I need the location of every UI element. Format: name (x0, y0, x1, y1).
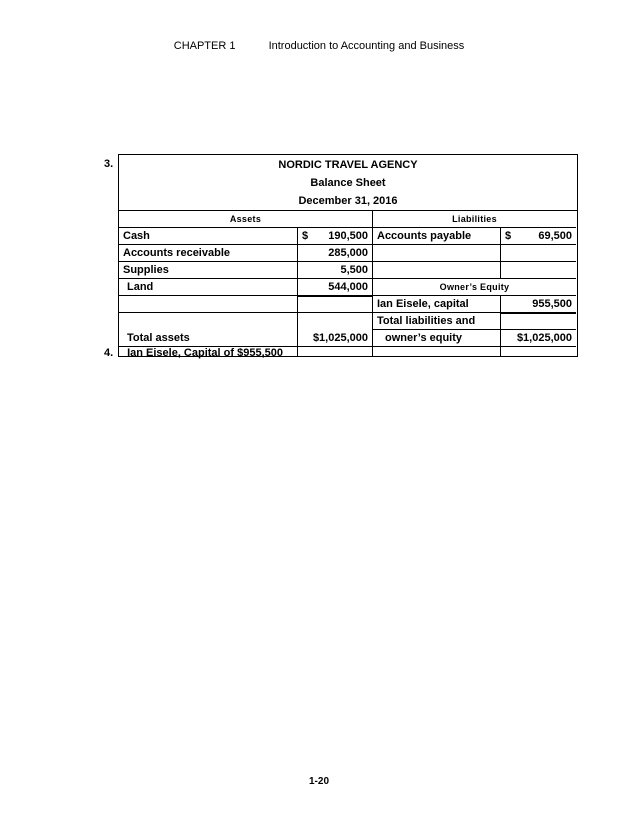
empty-cell (501, 245, 576, 262)
question-4-answer: Ian Eisele, Capital of $955,500 (127, 347, 283, 359)
empty-cell (298, 347, 373, 356)
cash-dollar-sign: $ (302, 230, 309, 242)
total-le-value: $1,025,000 (501, 330, 576, 347)
total-assets-value: $1,025,000 (298, 330, 373, 347)
page-number: 1-20 (308, 776, 329, 787)
total-assets-label: Total assets (119, 330, 298, 347)
owners-equity-heading: Owner’s Equity (373, 279, 576, 296)
question-4-number: 4. (104, 347, 114, 359)
land-label: Land (119, 279, 298, 296)
question-3-number: 3. (104, 158, 114, 170)
company-name: NORDIC TRAVEL AGENCY (278, 159, 418, 171)
statement-date: December 31, 2016 (298, 195, 398, 207)
empty-cell (501, 313, 576, 330)
land-value: 544,000 (298, 279, 373, 296)
cash-value: 190,500 (328, 230, 368, 242)
cash-label: Cash (119, 228, 298, 245)
empty-cell (298, 313, 373, 330)
balance-sheet-grid (119, 210, 577, 347)
chapter-label: CHAPTER 1 (173, 40, 236, 52)
statement-name: Balance Sheet (310, 177, 386, 189)
accounts-receivable-label: Accounts receivable (119, 245, 298, 262)
empty-cell (373, 245, 501, 262)
ap-dollar-sign: $ (505, 230, 512, 242)
total-le-label-line2: owner’s equity (373, 330, 501, 347)
supplies-label: Supplies (119, 262, 298, 279)
accounts-payable-amount (501, 228, 576, 245)
question-4 (104, 347, 283, 359)
capital-label: Ian Eisele, capital (373, 296, 501, 313)
empty-cell (501, 262, 576, 279)
empty-cell (373, 262, 501, 279)
page-header (0, 40, 638, 52)
cash-amount (298, 228, 373, 245)
total-le-label-line1: Total liabilities and (373, 313, 501, 330)
empty-cell (373, 347, 501, 356)
accounts-receivable-value: 285,000 (298, 245, 373, 262)
balance-sheet-heading (119, 155, 577, 210)
assets-heading: Assets (119, 211, 373, 228)
empty-cell (119, 296, 298, 313)
capital-value: 955,500 (501, 296, 576, 313)
ap-value: 69,500 (538, 230, 572, 242)
accounts-payable-label: Accounts payable (373, 228, 501, 245)
chapter-title: Introduction to Accounting and Business (268, 40, 465, 52)
liabilities-heading: Liabilities (373, 211, 576, 228)
supplies-value: 5,500 (298, 262, 373, 279)
empty-cell (119, 313, 298, 330)
empty-cell (501, 347, 576, 356)
empty-cell (298, 296, 373, 313)
balance-sheet (118, 154, 578, 357)
